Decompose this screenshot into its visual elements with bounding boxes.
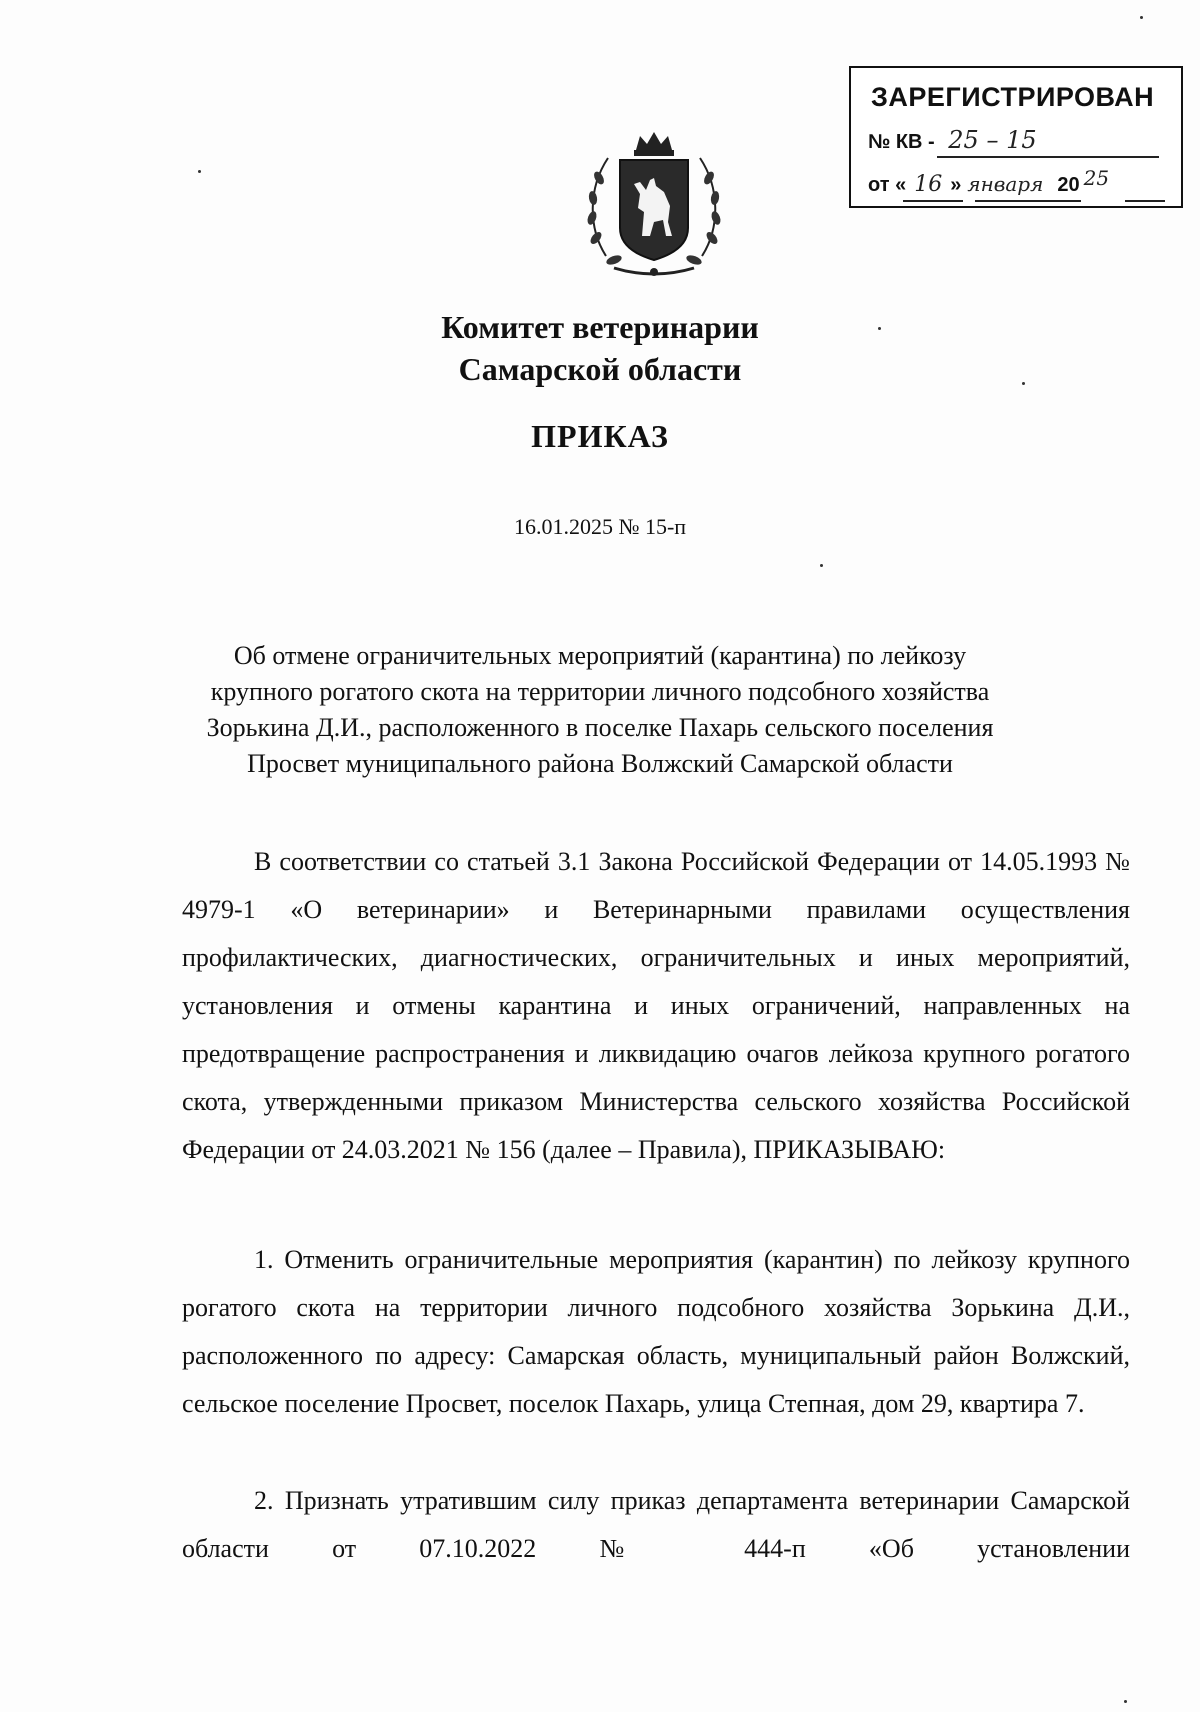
scan-speck: [1140, 16, 1143, 19]
stamp-date-prefix: от «: [868, 174, 907, 196]
stamp-number-row: [868, 126, 1173, 154]
order-date-number: 16.01.2025 № 15-п: [513, 514, 687, 539]
subject-line: крупного рогатого скота на территории личного подсобного хозяйства: [210, 677, 990, 706]
subject-line: Об отмене ограничительных мероприятий (карантина) по лейкозу: [233, 641, 967, 670]
stamp-year-prefix: 20: [1057, 174, 1080, 196]
body-item-1: [182, 1236, 1130, 1428]
stamp-date-row: [868, 166, 1173, 197]
stamp-date-mid: »: [950, 174, 962, 196]
stamp-year-handwritten: 25: [1083, 166, 1110, 190]
preamble-paragraph: В соответствии со статьей 3.1 Закона Российской Федерации от 14.05.1993 № 4979-1 «О ветеринарии» и Ветеринарными правилами осуществления профилактических, диагностических, ограничительных и иных мероприятий, установления и отмены карантина и иных ограничений, направленных на предотвращение распространения и ликвидацию очагов лейкоза крупного рогатого скота, утвержденными приказом Министерства сельского хозяйства Российской Федерации от 24.03.2021 № 156 (далее – Правила), ПРИКАЗЫВАЮ:: [182, 847, 1130, 1164]
scan-speck: [1124, 1700, 1127, 1703]
subject-line: Просвет муниципального района Волжский Самарской области: [247, 749, 953, 778]
item-2-paragraph: 2. Признать утратившим силу приказ департамента ветеринарии Самарской области от 07.10.2022 № 444-п «Об установлении: [182, 1486, 1130, 1563]
issuer-name-line2: Самарской области: [458, 351, 742, 387]
stamp-number-handwritten: 25 – 15: [948, 126, 1037, 154]
order-subject: [0, 638, 1200, 782]
body-preamble: [182, 838, 1130, 1174]
stamp-title: ЗАРЕГИСТРИРОВАН: [871, 82, 1155, 112]
issuer-name: [0, 306, 1200, 390]
stamp-year-underline: [1125, 200, 1165, 202]
stamp-day-underline: [903, 200, 963, 202]
body-item-2: [182, 1477, 1130, 1573]
scan-speck: [1022, 382, 1025, 385]
issuer-name-line1: Комитет ветеринарии: [441, 309, 759, 345]
scan-speck: [198, 170, 201, 173]
stamp-month-handwritten: января: [967, 172, 1044, 196]
stamp-number-label: № КВ -: [868, 131, 935, 153]
stamp-number-underline: [937, 156, 1159, 158]
registration-stamp: [849, 66, 1183, 208]
subject-line: Зорькина Д.И., расположенного в поселке Пахарь сельского поселения: [206, 713, 994, 742]
item-1-paragraph: 1. Отменить ограничительные мероприятия (карантин) по лейкозу крупного рогатого скота на территории личного подсобного хозяйства Зорькина Д.И., расположенного по адресу: Самарская область, муниципальный район Волжский, сельское поселение Просвет, поселок Пахарь, улица Степная, дом 29, квартира 7.: [182, 1245, 1130, 1418]
stamp-day-handwritten: 16: [914, 172, 943, 197]
scan-speck: [820, 564, 823, 567]
scan-speck: [878, 327, 881, 330]
coat-of-arms-emblem: [584, 128, 724, 278]
document-type-title: ПРИКАЗ: [531, 418, 669, 454]
stamp-month-underline: [975, 200, 1081, 202]
